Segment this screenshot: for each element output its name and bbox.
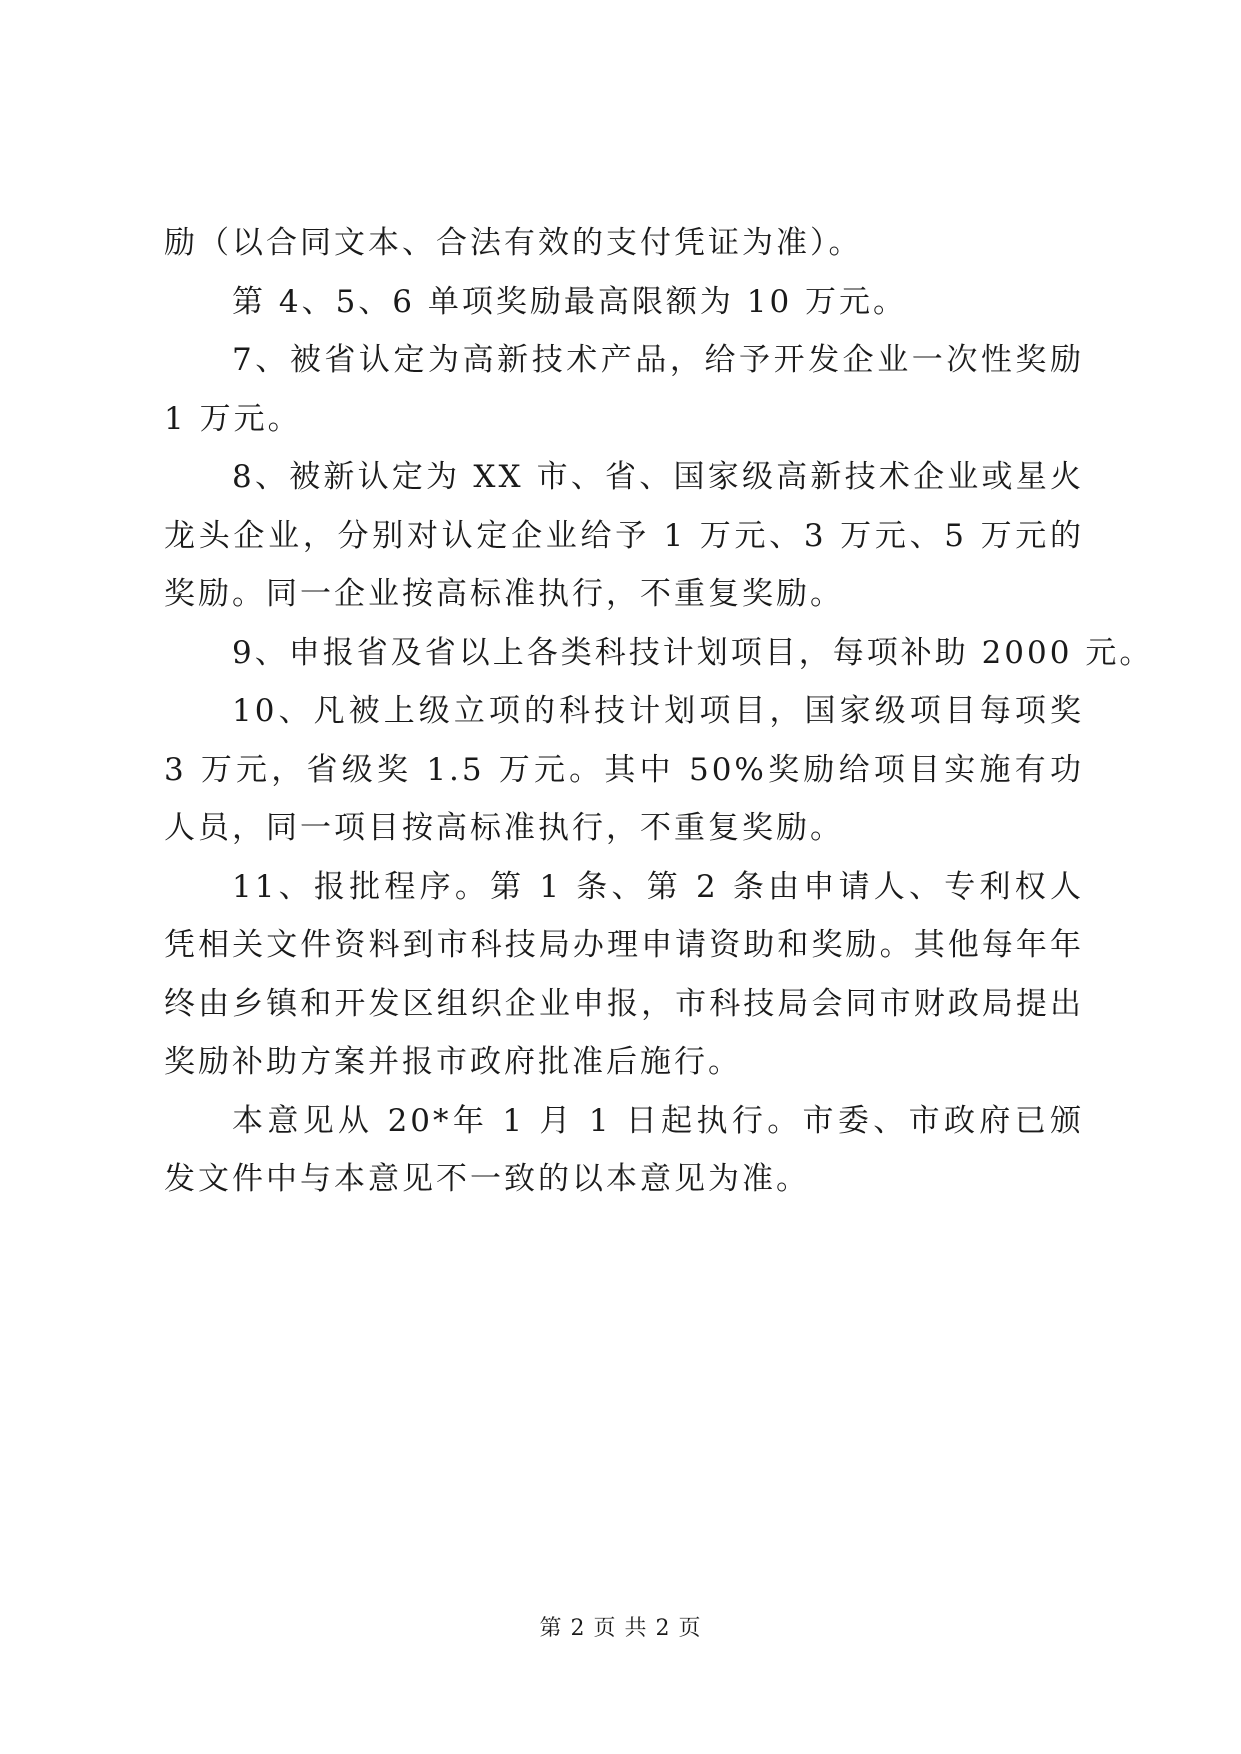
document-body [164,214,1154,1209]
paragraph-5: 9、申报省及省以上各类科技计划项目，每项补助 2000 元。 [232,634,1154,671]
paragraph-1: 励（以合同文本、合法有效的支付凭证为准）。 [164,225,863,261]
paragraph-3: 7、被省认定为高新技术产品，给予开发企业一次性奖励 1 万元。 [164,342,1084,437]
paragraph-4: 8、被新认定为 XX 市、省、国家级高新技术企业或星火龙头企业，分别对认定企业给予 1 万元、3 万元、5 万元的奖励。同一企业按高标准执行，不重复奖励。 [164,459,1084,612]
paragraph-7: 11、报批程序。第 1 条、第 2 条由申请人、专利权人凭相关文件资料到市科技局办理申请资助和奖励。其他每年年终由乡镇和开发区组织企业申报，市科技局会同市财政局提出奖励补助方案并报市政府批准后施行。 [164,868,1084,1080]
paragraph-8: 本意见从 20*年 1 月 1 日起执行。市委、市政府已颁发文件中与本意见不一致的以本意见为准。 [164,1102,1084,1197]
page-footer: 第 2 页 共 2 页 [539,1616,702,1641]
paragraph-6: 10、凡被上级立项的科技计划项目，国家级项目每项奖 3 万元，省级奖 1.5 万元。其中 50%奖励给项目实施有功人员，同一项目按高标准执行，不重复奖励。 [164,693,1084,846]
paragraph-2: 第 4、5、6 单项奖励最高限额为 10 万元。 [232,283,908,320]
